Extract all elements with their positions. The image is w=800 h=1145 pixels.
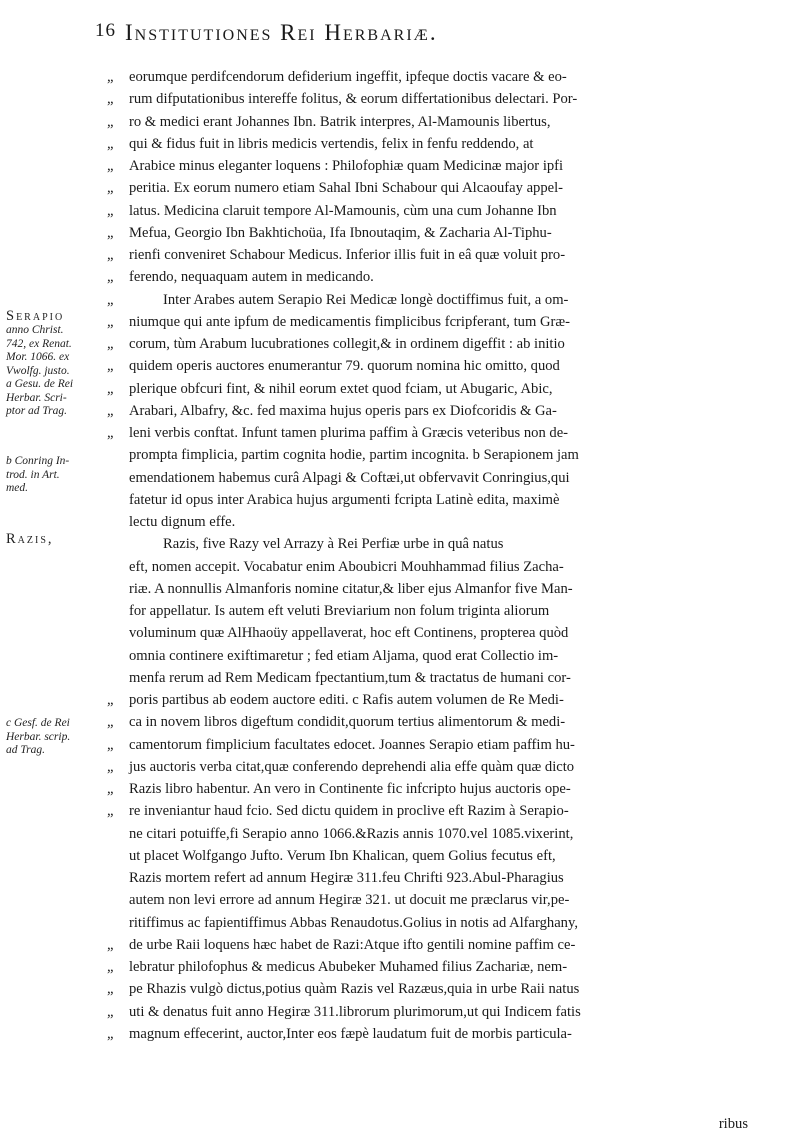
quote-mark: „ [107, 380, 114, 397]
margin-line: Mor. 1066. ex [6, 351, 70, 363]
text-line [95, 711, 747, 733]
quote-mark: „ [107, 936, 114, 953]
quote-mark: „ [107, 959, 114, 975]
quote-mark: „ [107, 803, 114, 820]
quote-mark: „ [107, 224, 114, 241]
margin-line: Herbar. scrip. [6, 730, 71, 743]
quote-mark: „ [107, 69, 114, 85]
text-line [95, 778, 747, 800]
margin-line: 742, ex Renat. [6, 337, 72, 350]
text-line [95, 1023, 747, 1045]
margin-line: med. [6, 482, 29, 494]
quote-mark: „ [107, 714, 114, 731]
margin-line: Herbar. Scri- [6, 391, 67, 404]
text-line [95, 66, 747, 88]
text-line [95, 912, 747, 934]
quote-mark: „ [107, 425, 114, 441]
line-text: prompta fimplicia, partim cognita hodie, partim incognita. b Serapionem jam [129, 447, 579, 464]
quote-mark: „ [107, 313, 114, 330]
text-line [95, 533, 747, 555]
running-header [95, 20, 735, 50]
line-text: riæ. A nonnullis Almanforis nomine citatur,& liber ejus Almanfor five Man- [129, 580, 573, 597]
text-line [95, 177, 747, 199]
line-text: magnum effecerint, auctor,Inter eos fæpè laudatum fuit de morbis particula- [129, 1025, 572, 1042]
text-line [95, 578, 747, 600]
text-line [95, 289, 747, 311]
text-line [95, 800, 747, 822]
quote-mark: „ [107, 781, 114, 797]
line-text: plerique obfcuri fint, & nihil eorum extet quod fciam, ut Abugaric, Abic, [129, 380, 553, 397]
text-line [95, 444, 747, 466]
text-line [95, 889, 747, 911]
quote-mark: „ [107, 336, 114, 352]
page-number: 16 [95, 20, 116, 41]
line-text: menfa rerum ad Rem Medicam fpectantium,tum & tractatus de humani cor- [129, 669, 571, 686]
line-text: rienfi conveniret Schabour Medicus. Inferior illis fuit in eâ quæ voluit pro- [129, 247, 566, 263]
text-line [95, 244, 747, 266]
text-line [95, 645, 747, 667]
line-text: Inter Arabes autem Serapio Rei Medicæ longè doctiffimus fuit, a om- [163, 291, 569, 308]
line-text: camentorum fimplicium facultates edocet. Joannes Serapio etiam paffim hu- [129, 736, 575, 753]
text-line [95, 756, 747, 778]
text-line [95, 823, 747, 845]
quote-mark: „ [107, 1025, 114, 1042]
line-text: re inveniantur haud fcio. Sed dictu quidem in proclive eft Razim à Serapio- [129, 803, 569, 820]
line-text: uti & denatus fuit anno Hegiræ 311.librorum plurimorum,ut qui Indicem fatis [129, 1003, 581, 1020]
line-text: Razis libro habentur. An vero in Continente fic infcripto hujus auctoris ope- [129, 781, 571, 797]
text-line [95, 689, 747, 711]
line-text: lebratur philofophus & medicus Abubeker Muhamed filius Zachariæ, nem- [129, 959, 568, 975]
body-text [95, 66, 747, 1045]
quote-mark: „ [107, 692, 114, 708]
text-line [95, 489, 747, 511]
text-line [95, 667, 747, 689]
margin-heading: Razis, [6, 531, 54, 547]
text-line [95, 88, 747, 110]
text-line [95, 845, 747, 867]
line-text: voluminum quæ AlHhaoüy appellaverat, hoc eft Continens, propterea quòd [129, 625, 569, 642]
line-text: fatetur id opus inter Arabica hujus argumenti fcripta Latinè edita, maximè [129, 491, 560, 508]
line-text: autem non levi errore ad annum Hegiræ 321. ut docuit me præclarus vir,pe- [129, 892, 570, 909]
line-text: Arabice minus eleganter loquens : Philofophiæ quam Medicinæ major ipfi [129, 158, 564, 174]
margin-note-gesf [6, 717, 96, 758]
quote-mark: „ [107, 135, 114, 152]
text-line [95, 422, 747, 444]
line-text: eft, nomen accepit. Vocabatur enim Aboubicri Mouhhammad filius Zacha- [129, 558, 564, 575]
quote-mark: „ [107, 91, 114, 108]
line-text: ne citari potuiffe,fi Serapio anno 1066.&Razis annis 1070.vel 1085.vixerint, [129, 825, 574, 842]
text-line [95, 311, 747, 333]
text-line [95, 934, 747, 956]
line-text: qui & fidus fuit in libris medicis vertendis, felix in fenfu reddendo, at [129, 135, 534, 152]
quote-mark: „ [107, 247, 114, 263]
margin-line: ptor ad Trag. [6, 405, 68, 417]
line-text: leni verbis conftat. Infunt tamen plurima paffim à Græcis veteribus non de- [129, 425, 569, 441]
quote-mark: „ [107, 981, 114, 998]
text-line [95, 400, 747, 422]
line-text: ut placet Wolfgango Jufto. Verum Ibn Khalican, quem Golius fecutus eft, [129, 847, 556, 864]
line-text: Mefua, Georgio Ibn Bakhtichoüa, Ifa Ibnoutaqim, & Zacharia Al-Tiphu- [129, 224, 552, 241]
text-line [95, 222, 747, 244]
text-line [95, 266, 747, 288]
quote-mark: „ [107, 202, 114, 219]
quote-mark: „ [107, 158, 114, 174]
margin-line: c Gesf. de Rei [6, 717, 70, 729]
quote-mark: „ [107, 736, 114, 753]
line-text: ca in novem libros digeftum condidit,quorum tertius alimentorum & medi- [129, 714, 566, 731]
quote-mark: „ [107, 269, 114, 286]
line-text: corum, tùm Arabum lucubrationes collegit,& in ordinem digeffit : ab initio [129, 336, 565, 352]
line-text: quidem operis auctores enumerantur 79. quorum nomina hic omitto, quod [129, 358, 560, 375]
text-line [95, 378, 747, 400]
margin-note-razis [6, 531, 96, 547]
text-line [95, 511, 747, 533]
text-line [95, 956, 747, 978]
line-text: latus. Medicina claruit tempore Al-Mamounis, cùm una cum Johanne Ibn [129, 202, 557, 219]
line-text: ferendo, nequaquam autem in medicando. [129, 269, 374, 286]
quote-mark: „ [107, 291, 114, 308]
quote-mark: „ [107, 113, 114, 130]
quote-mark: „ [107, 1003, 114, 1020]
text-line [95, 467, 747, 489]
line-text: ro & medici erant Johannes Ibn. Batrik interpres, Al-Mamounis libertus, [129, 113, 551, 130]
margin-line: trod. in Art. [6, 468, 60, 481]
text-line [95, 734, 747, 756]
line-text: omnia continere exiftimaretur ; fed etiam Aljama, quod erat Collectio im- [129, 647, 559, 664]
line-text: poris partibus ab eodem auctore editi. c Rafis autem volumen de Re Medi- [129, 692, 564, 708]
margin-line: Vwolfg. justo. [6, 364, 70, 377]
line-text: de urbe Raii loquens hæc habet de Razi:Atque ifto gentili nomine paffim ce- [129, 936, 576, 953]
text-line [95, 978, 747, 1000]
text-line [95, 111, 747, 133]
text-line [95, 622, 747, 644]
line-text: Razis mortem refert ad annum Hegiræ 311.feu Chrifti 923.Abul-Pharagius [129, 870, 564, 886]
margin-heading: Serapio [6, 308, 65, 324]
quote-mark: „ [107, 402, 114, 419]
line-text: niumque qui ante ipfum de medicamentis fimplicibus fcripferant, tum Græ- [129, 313, 570, 330]
line-text: emendationem habemus curâ Alpagi & Coftæi,ut obfervavit Conringius,qui [129, 469, 570, 486]
margin-line: b Conring In- [6, 455, 70, 467]
margin-line: a Gesu. de Rei [6, 378, 74, 390]
line-text: pe Rhazis vulgò dictus,potius quàm Razis vel Razæus,quia in urbe Raii natus [129, 981, 580, 998]
running-title: Institutiones Rei Herbariæ. [125, 20, 438, 45]
line-text: for appellatur. Is autem eft veluti Breviarium non folum triginta aliorum [129, 603, 550, 619]
line-text: ritiffimus ac fapientiffimus Abbas Renaudotus.Golius in notis ad Alfarghany, [129, 914, 578, 931]
text-line [95, 556, 747, 578]
quote-mark: „ [107, 758, 114, 775]
text-line [95, 867, 747, 889]
margin-line: anno Christ. [6, 324, 64, 336]
text-line [95, 333, 747, 355]
margin-line: ad Trag. [6, 744, 45, 756]
line-text: Arabari, Albafry, &c. fed maxima hujus operis pars ex Diofcoridis & Ga- [129, 402, 557, 419]
catchword: ribus [718, 1116, 748, 1132]
line-text: lectu dignum effe. [129, 514, 236, 530]
text-line [95, 600, 747, 622]
line-text: jus auctoris verba citat,quæ conferendo deprehendi alia effe quàm quæ dicto [129, 758, 575, 775]
text-line [95, 1001, 747, 1023]
line-text: rum difputationibus intereffe folitus, & eorum differtationibus delectari. Por- [129, 91, 578, 108]
quote-mark: „ [107, 358, 114, 375]
text-line [95, 200, 747, 222]
margin-note-conring [6, 455, 96, 496]
text-line [95, 155, 747, 177]
text-line [95, 133, 747, 155]
quote-mark: „ [107, 180, 114, 197]
margin-note-serapio [6, 308, 96, 419]
line-text: Razis, five Razy vel Arrazy à Rei Perfiæ urbe in quâ natus [163, 536, 504, 553]
line-text: eorumque perdifcendorum defiderium ingeffit, ipfeque doctis vacare & eo- [129, 69, 567, 85]
line-text: peritia. Ex eorum numero etiam Sahal Ibni Schabour qui Alcaoufay appel- [129, 180, 564, 197]
text-line [95, 355, 747, 377]
